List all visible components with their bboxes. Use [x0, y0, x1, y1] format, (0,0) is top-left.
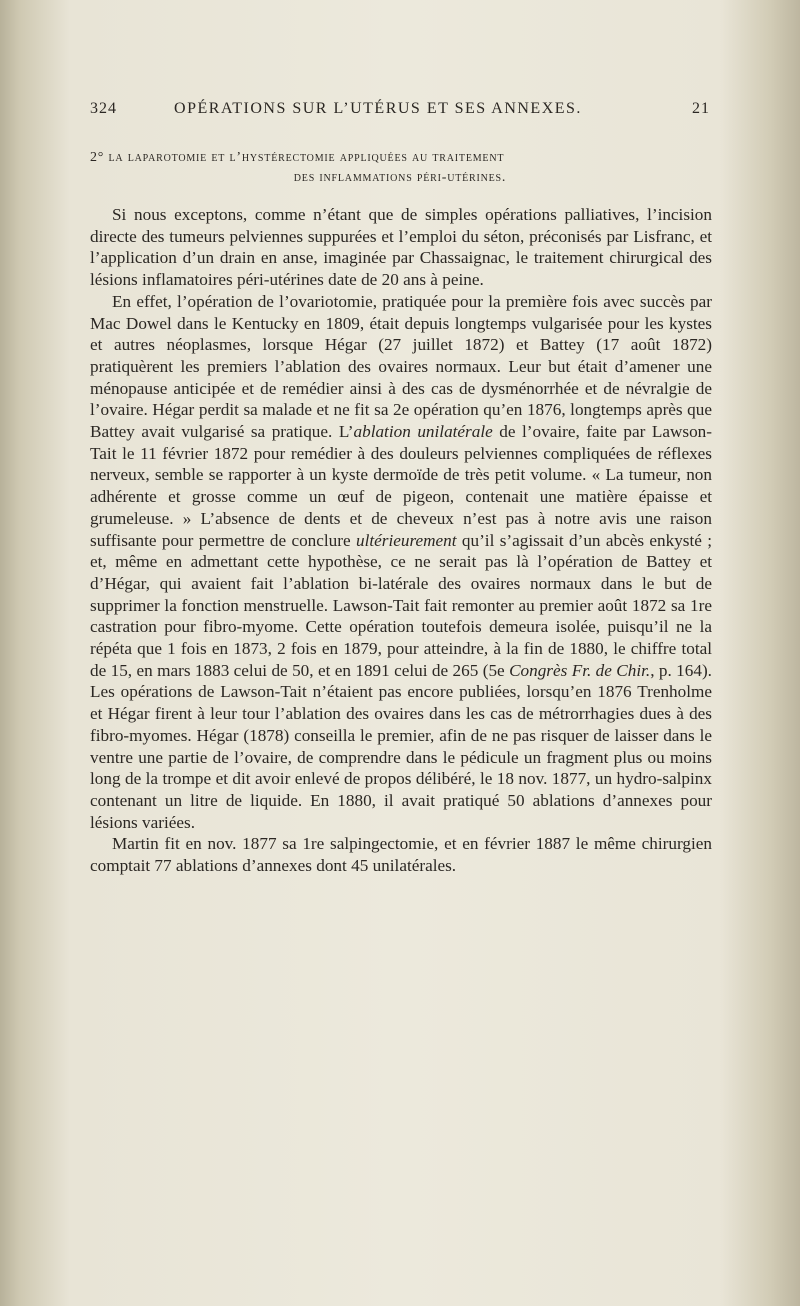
italic-citation: Congrès Fr. de Chir.	[509, 660, 651, 680]
paragraph-text: , p. 164). Les opérations de Lawson-Tait n’étaient pas encore publiées, lorsqu’en 1876 Trenholme et Hégar firent à leur tour l’ablation des ovaires dans les cas de métrorrhagies dues à des fibro-myomes. Hégar (1878) conseilla le premier, afin de ne pas risquer de laisser dans le ventre une partie de l’ovaire, de comprendre dans le pédicule un fragment plus ou moins long de la trompe et dit avoir enlevé de propos délibéré, le 18 nov. 1877, un hydro-salpinx contenant un litre de liquide. En 1880, il avait pratiqué 50 ablations d’annexes pour lésions variées.	[90, 660, 712, 832]
paragraph-2	[90, 291, 712, 834]
italic-term: ultérieurement	[355, 530, 457, 550]
paragraph-3	[90, 833, 712, 876]
page-number: 324	[90, 100, 117, 117]
running-title: OPÉRATIONS SUR L’UTÉRUS ET SES ANNEXES.	[174, 100, 582, 117]
section-heading	[90, 148, 710, 188]
paragraph-text: Si nous exceptons, comme n’étant que de simples opérations palliatives, l’incision directe des tumeurs pelviennes suppurées et l’emploi du séton, préconisés par Lisfranc, et l’application d’un drain en anse, imaginée par Chassaignac, le traitement chirurgical des lésions inflamatoires péri-utérines date de 20 ans à peine.	[90, 205, 712, 290]
italic-term: ablation unilatérale	[353, 422, 493, 442]
paragraph-text: de l’ovaire, faite par Lawson-Tait le 11 février 1872 pour remédier à des douleurs pelviennes compliquées de réflexes nerveux, semble se rapporter à un kyste dermoïde de très petit volume. « La tumeur, non adhérente et grosse comme un œuf de pigeon, contenait une matière épaisse et grumeleuse. » L’absence de dents et de cheveux n’est pas à notre avis une raison suffisante pour permettre de conclure	[90, 422, 712, 550]
signature-mark: 21	[692, 100, 710, 117]
paragraph-text: qu’il s’agissait d’un abcès enkysté ; et, même en admettant cette hypothèse, ce ne serait pas là l’opération de Battey et d’Hégar, qui avaient fait l’ablation bi-latérale des ovaires normaux dans le but de supprimer la fonction menstruelle. Lawson-Tait fait remonter au premier août 1872 sa 1re castration pour fibro-myome. Cette opération toutefois demeura isolée, puisqu’il ne la répéta que 1 fois en 1873, 2 fois en 1879, pour atteindre, à la fin de 1880, le chiffre total de 15, en mars 1883 celui de 50, et en 1891 celui de 265 (5e	[90, 530, 712, 680]
page-header	[90, 100, 710, 124]
body-text	[90, 204, 712, 877]
section-heading-line-1: 2° la laparotomie et l’hystérectomie appliquées au traitement	[90, 150, 505, 165]
paragraph-text: Martin fit en nov. 1877 sa 1re salpingectomie, et en février 1887 le même chirurgien comptait 77 ablations d’annexes dont 45 unilatérales.	[90, 834, 712, 876]
section-heading-line-2: des inflammations péri-utérines.	[293, 170, 507, 185]
paragraph-text: En effet, l’opération de l’ovariotomie, pratiquée pour la première fois avec succès par Mac Dowel dans le Kentucky en 1809, était depuis longtemps vulgarisée pour les kystes et autres néoplasmes, lorsque Hégar (27 juillet 1872) et Battey (17 août 1872) pratiquèrent les premiers l’ablation des ovaires normaux. Leur but était d’amener une ménopause anticipée et de remédier ainsi à des cas de dysménorrhée et de névralgie de l’ovaire. Hégar perdit sa malade et ne fit sa 2e opération qu’en 1876, longtemps après que Battey avait vulgarisé sa pratique. L’	[90, 291, 712, 442]
paragraph-1	[90, 204, 712, 291]
